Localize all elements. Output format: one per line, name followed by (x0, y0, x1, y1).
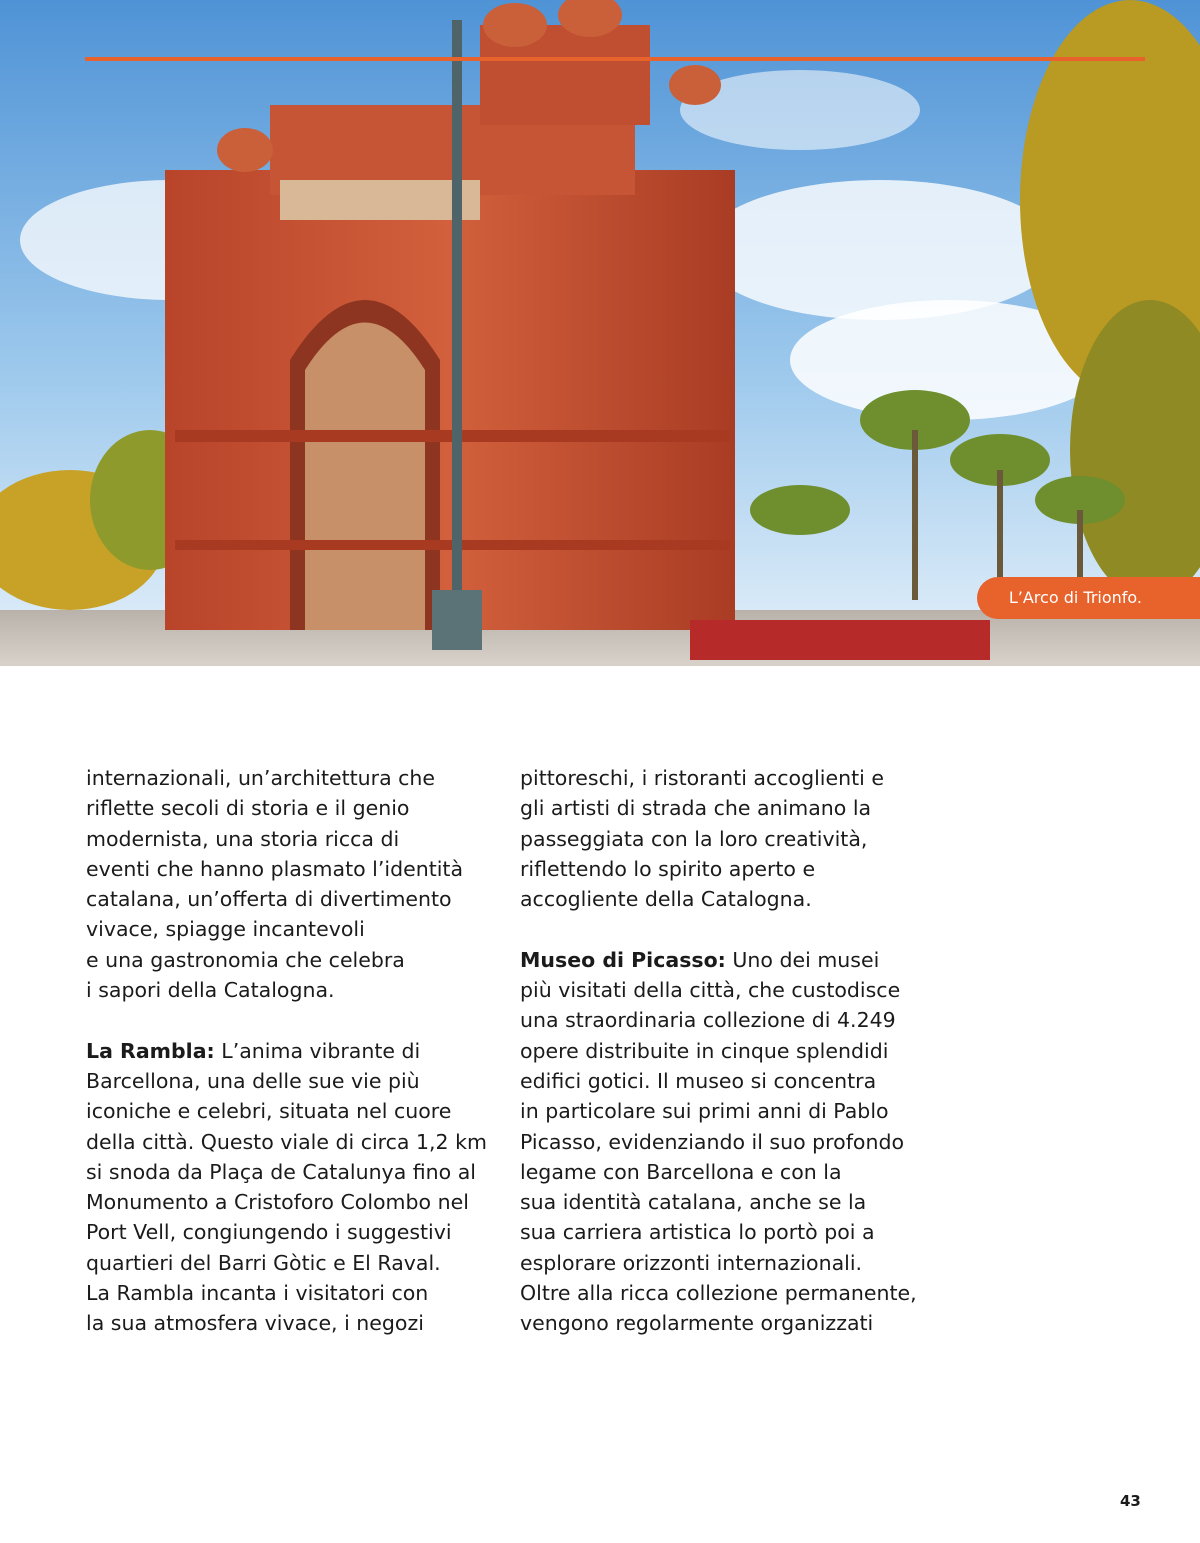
text-line: più visitati della città, che custodisce (520, 978, 901, 1003)
text-line: vivace, spiagge incantevoli (86, 917, 365, 942)
text-line: una straordinaria collezione di 4.249 (520, 1008, 896, 1033)
text-line: Barcellona, una delle sue vie più (86, 1068, 420, 1093)
text-line: Oltre alla ricca collezione permanente, (520, 1281, 917, 1306)
text-line: e una gastronomia che celebra (86, 947, 405, 972)
page-number: 43 (1120, 1492, 1141, 1510)
text-line: della città. Questo viale di circa 1,2 km (86, 1129, 487, 1154)
picasso-paragraph (520, 945, 930, 1339)
text-line: catalana, un’offerta di divertimento (86, 887, 452, 912)
photo-caption: L’Arco di Trionfo. (977, 577, 1200, 619)
text-line: edifici gotici. Il museo si concentra (520, 1068, 877, 1093)
text-line: in particolare sui primi anni di Pablo (520, 1099, 889, 1124)
text-line: Picasso, evidenziando il suo profondo (520, 1129, 904, 1154)
text-line: legame con Barcellona e con la (520, 1159, 842, 1184)
text-line: internazionali, un’architettura che (86, 766, 436, 790)
picasso-title: Museo di Picasso: (520, 947, 726, 972)
text-line: modernista, una storia ricca di (86, 826, 400, 851)
right-column (520, 763, 930, 1339)
text-line: vengono regolarmente organizzati (520, 1311, 874, 1336)
text-line: riflettendo lo spirito aperto e (520, 856, 816, 881)
accent-rule (85, 57, 1145, 61)
text-line (520, 945, 930, 975)
text-line: sua carriera artistica lo portò poi a (520, 1220, 875, 1245)
text-line: Port Vell, congiungendo i suggestivi (86, 1220, 452, 1245)
text-line: quartieri del Barri Gòtic e El Raval. (86, 1250, 441, 1275)
text-line: La Rambla incanta i visitatori con (86, 1281, 429, 1306)
text-line: i sapori della Catalogna. (86, 978, 335, 1003)
text-line (86, 1036, 496, 1066)
hero-photo (0, 0, 1200, 666)
text-fragment: L’anima vibrante di (221, 1038, 421, 1063)
text-line: esplorare orizzonti internazionali. (520, 1250, 863, 1275)
left-column (86, 763, 496, 1339)
rambla-continued-paragraph (520, 763, 930, 914)
text-line: riflette secoli di storia e il genio (86, 796, 410, 821)
text-line: sua identità catalana, anche se la (520, 1190, 867, 1215)
text-line: iconiche e celebri, situata nel cuore (86, 1099, 452, 1124)
text-line: si snoda da Plaça de Catalunya fino al (86, 1159, 476, 1184)
text-line: pittoreschi, i ristoranti accoglienti e (520, 766, 884, 790)
rambla-paragraph (86, 1036, 496, 1339)
text-line: gli artisti di strada che animano la (520, 796, 872, 821)
arc-de-triomf-illustration (0, 0, 1200, 666)
text-fragment: Uno dei musei (732, 947, 880, 972)
text-line: accogliente della Catalogna. (520, 887, 812, 912)
text-line: la sua atmosfera vivace, i negozi (86, 1311, 424, 1336)
text-line: eventi che hanno plasmato l’identità (86, 856, 464, 881)
text-line: opere distribuite in cinque splendidi (520, 1038, 889, 1063)
text-line: Monumento a Cristoforo Colombo nel (86, 1190, 469, 1215)
intro-paragraph (86, 763, 496, 1005)
text-line: passeggiata con la loro creatività, (520, 826, 868, 851)
rambla-title: La Rambla: (86, 1038, 215, 1063)
